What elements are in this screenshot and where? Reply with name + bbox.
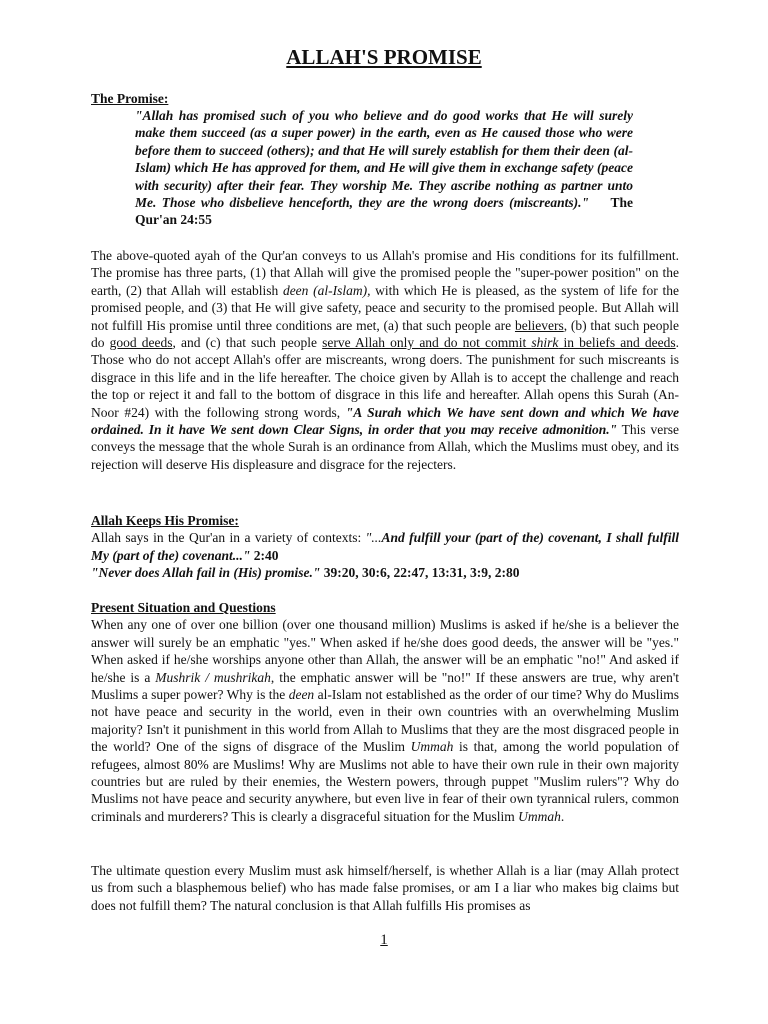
paragraph-ultimate-question: The ultimate question every Muslim must ask himself/herself, is whether Allah is a liar (may Allah protect us from such a blasphemous belief) who has made false promises, or am I a liar who makes big claims but does not fulfill them? The natural conclusion is that Allah fulfills His promises as [91, 863, 679, 913]
quote-reference: The Qur'an 24:55 [135, 195, 634, 228]
heading-text: The Promise: [91, 91, 169, 106]
quote-text: "Allah has promised such of you who believe and do good works that He will surely make them succeed (as a super power) in the earth, even as He caused those who were before them to succeed (others); and that He will surely establish for them their deen (al-Islam) which He has approved for them, and He will give them in exchange safety (peace with security) after their fear. They worship Me. They ascribe nothing as partner unto Me. Those who disbelieve henceforth, they are the wrong doers (miscreants)." [135, 108, 633, 211]
heading-text: Present Situation and Questions [91, 600, 276, 615]
section-heading-promise [91, 90, 679, 107]
section-keeps-promise: Allah Keeps His Promise: Allah says in the Qur'an in a variety of contexts: "...And fulfill your (part of the) covenant, I shall fulfill My (part of the) covenant..." 2:40 "Never does Allah fail in (His) promise." 39:20, 30:6, 22:47, 13:31, 3:9, 2:80 [91, 513, 679, 581]
section-present-situation: Present Situation and Questions When any one of over one billion (over one thousand million) Muslims is asked if he/she is a believer the answer will surely be an emphatic "yes." When asked if he/she does good deeds, the answer will be "yes." When asked if he/she worships anyone other than Allah, the answer will be an emphatic "no!" And asked if he/she is a Mushrik / mushrikah, the emphatic answer will be "no!" If these answers are true, why aren't Muslims a super power? Why is the deen al-Islam not established as the order of our time? Why do Muslims not have peace and security in the world, even in their own countries with an overwhelming Muslim majority? Isn't it punishment in this world from Allah to Muslims that they are the most disgraced people in the world? One of the signs of disgrace of the Muslim Ummah is that, among the world population of refugees, almost 80% are Muslims! Why are Muslims not able to have their own rule in their own majority countries but are ruled by their enemies, the Western powers, through puppet "Muslim rulers"? Why do Muslims not have peace and security anywhere, but even live in fear of their own tyrannical rulers, common criminals and murderers? This is clearly a disgraceful situation for the Muslim Ummah. [91, 600, 680, 824]
quran-quote [135, 107, 633, 229]
paragraph-explanation: The above-quoted ayah of the Qur'an conveys to us Allah's promise and His conditions for its fulfillment. The promise has three parts, (1) that Allah will give the promised people the "super-power position" on the earth, (2) that Allah will establish deen (al-Islam), with which He is pleased, as the system of life for the promised people, and (3) that He will give safety, peace and security to the promised people. But Allah will not fulfill His promise until three conditions are met, (a) that such people are believers, (b) that such people do good deeds, and (c) that such people serve Allah only and do not commit shirk in beliefs and deeds. Those who do not accept Allah's offer are miscreants, wrong doers. The punishment for such miscreants is disgrace in this life and in the life hereafter. The choice given by Allah is to accept the challenge and reach the top or reject it and fall to the bottom of disgrace in this life and hereafter. Allah opens this Surah (An-Noor #24) with the following strong words, "A Surah which We have sent down and which We have ordained. In it have We sent down Clear Signs, in order that you may receive admonition." This verse conveys the message that the whole Surah is an ordinance from Allah, which the Muslims must obey, and its rejection will deserve His displeasure and disgrace for the rejecters. [91, 248, 679, 472]
page-number: 1 [380, 932, 388, 948]
heading-text: Allah Keeps His Promise: [91, 513, 239, 528]
page-title: ALLAH'S PROMISE [286, 45, 482, 69]
